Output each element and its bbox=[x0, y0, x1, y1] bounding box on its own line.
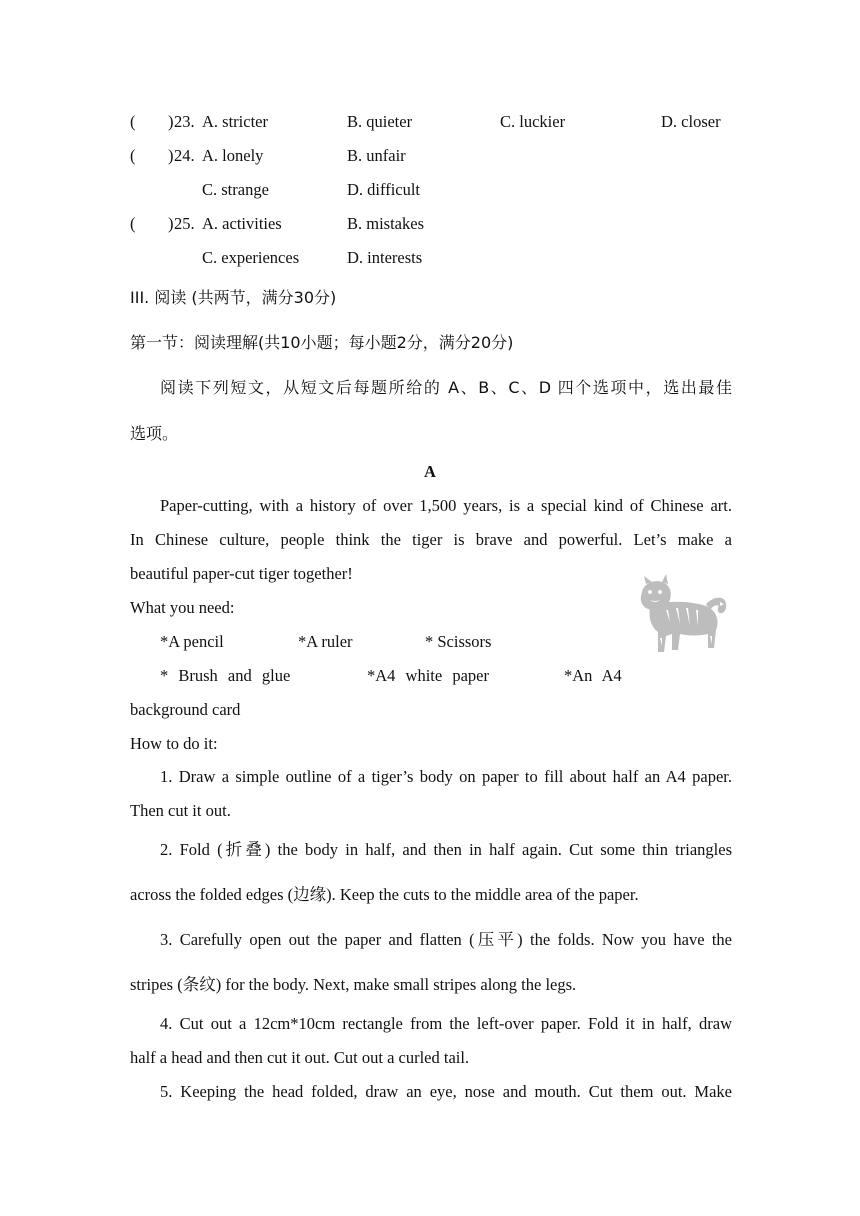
option-25-d: D. interests bbox=[347, 248, 423, 267]
material-ruler: *A ruler bbox=[298, 632, 353, 651]
option-24-a: A. lonely bbox=[202, 146, 264, 165]
option-23-c: C. luckier bbox=[500, 112, 566, 131]
materials-heading: What you need: bbox=[130, 598, 235, 617]
step-3-line-1: 3. Carefully open out the paper and flatten (压平) the folds. Now you have the bbox=[160, 930, 732, 949]
answer-paren-close-23: ) bbox=[168, 112, 174, 131]
option-23-a: A. stricter bbox=[202, 112, 268, 131]
step-4-line-2: half a head and then cut it out. Cut out a curled tail. bbox=[130, 1048, 470, 1067]
step-5-line-1: 5. Keeping the head folded, draw an eye, nose and mouth. Cut them out. Make bbox=[160, 1082, 732, 1101]
option-25-a: A. activities bbox=[202, 214, 282, 233]
step-3-line-2: stripes (条纹) for the body. Next, make small stripes along the legs. bbox=[130, 975, 577, 994]
material-background-card-cont: background card bbox=[130, 700, 241, 719]
option-23-b: B. quieter bbox=[347, 112, 413, 131]
option-24-b: B. unfair bbox=[347, 146, 406, 165]
instruction-line-1: 阅读下列短文，从短文后每题所给的 A、B、C、D 四个选项中，选出最佳 bbox=[160, 378, 732, 397]
step-1-line-2: Then cut it out. bbox=[130, 801, 231, 820]
intro-line-2: In Chinese culture, people think the tiger is brave and powerful. Let’s make a bbox=[130, 530, 732, 549]
option-24-d: D. difficult bbox=[347, 180, 421, 199]
step-1-line-1: 1. Draw a simple outline of a tiger’s body on paper to fill about half an A4 paper. bbox=[160, 767, 732, 786]
material-white-paper: *A4 white paper bbox=[367, 666, 489, 685]
instruction-line-2: 选项。 bbox=[130, 424, 179, 443]
section-title: III. 阅读 (共两节，满分30分) bbox=[130, 288, 337, 307]
steps-heading: How to do it: bbox=[130, 734, 218, 753]
option-23-d: D. closer bbox=[661, 112, 721, 131]
part-title: 第一节：阅读理解(共10小题；每小题2分，满分20分) bbox=[130, 333, 514, 352]
question-number-24: 24. bbox=[174, 146, 195, 165]
step-4-line-1: 4. Cut out a 12cm*10cm rectangle from the left-over paper. Fold it in half, draw bbox=[160, 1014, 732, 1033]
option-24-c: C. strange bbox=[202, 180, 269, 199]
paper-cut-tiger-icon bbox=[636, 574, 732, 662]
answer-paren-open-24: ( bbox=[130, 146, 136, 165]
step-2-line-1: 2. Fold (折叠) the body in half, and then in half again. Cut some thin triangles bbox=[160, 840, 732, 859]
option-25-b: B. mistakes bbox=[347, 214, 424, 233]
step-2-line-2: across the folded edges (边缘). Keep the cuts to the middle area of the paper. bbox=[130, 885, 639, 904]
answer-paren-close-25: ) bbox=[168, 214, 174, 233]
question-number-25: 25. bbox=[174, 214, 195, 233]
intro-line-3: beautiful paper-cut tiger together! bbox=[130, 564, 353, 583]
question-number-23: 23. bbox=[174, 112, 195, 131]
option-25-c: C. experiences bbox=[202, 248, 300, 267]
material-background-card: *An A4 bbox=[564, 666, 622, 685]
intro-line-1: Paper-cutting, with a history of over 1,500 years, is a special kind of Chinese art. bbox=[160, 496, 732, 515]
material-scissors: * Scissors bbox=[425, 632, 492, 651]
passage-letter: A bbox=[424, 462, 436, 481]
answer-paren-open-25: ( bbox=[130, 214, 136, 233]
answer-paren-close-24: ) bbox=[168, 146, 174, 165]
material-pencil: *A pencil bbox=[160, 632, 224, 651]
answer-paren-open-23: ( bbox=[130, 112, 136, 131]
material-brush-glue: * Brush and glue bbox=[160, 666, 291, 685]
